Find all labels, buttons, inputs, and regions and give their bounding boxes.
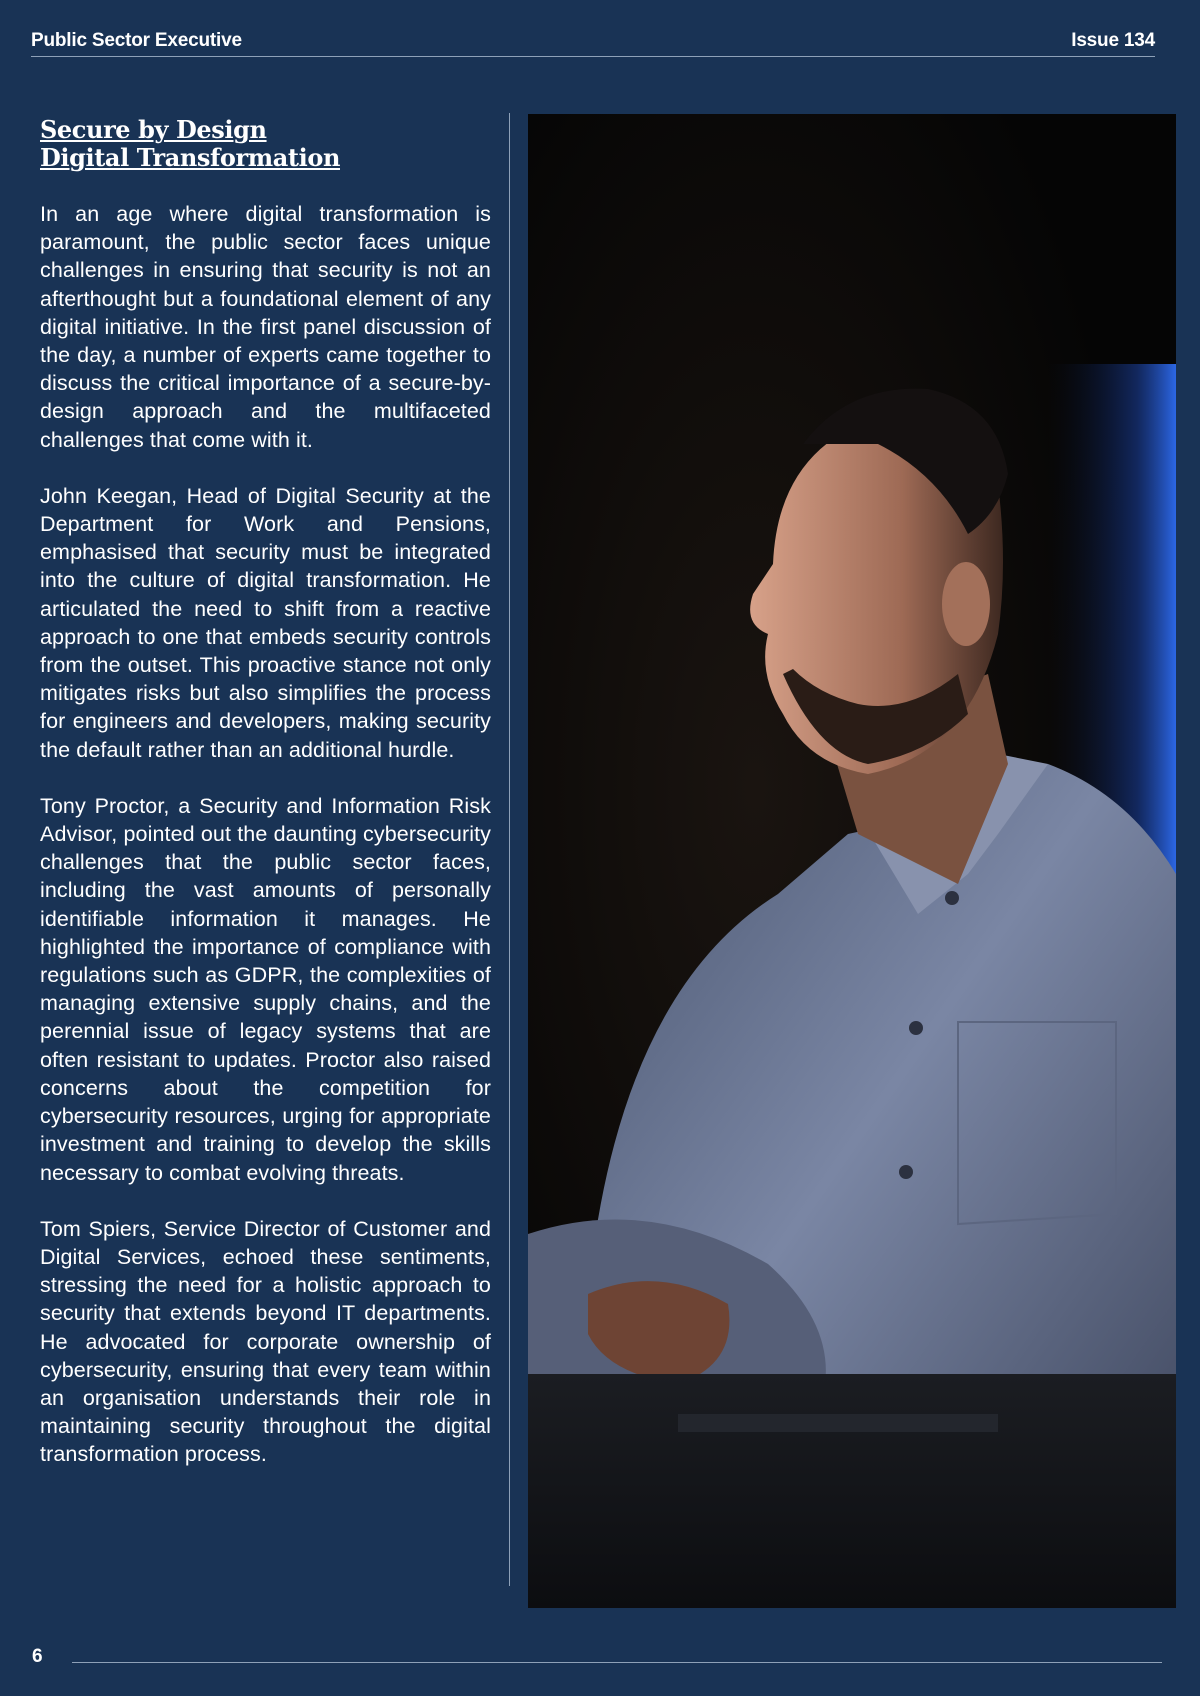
article-photo: [528, 114, 1176, 1608]
column-divider: [509, 113, 510, 1586]
article-paragraph-1: In an age where digital transformation is paramount, the public sector faces unique challenges in ensuring that security is not an afterthought but a foundational element of any digital initiative. In the first panel discussion of the day, a number of experts came together to discuss the critical importance of a secure-by-design approach and the multifaceted challenges that come with it.: [40, 202, 491, 452]
article-column: [40, 116, 491, 1497]
article-paragraph-3: Tony Proctor, a Security and Information Risk Advisor, pointed out the daunting cybersecurity challenges that the public sector faces, including the vast amounts of personally identifiable information it manages. He highlighted the importance of compliance with regulations such as GDPR, the complexities of managing extensive supply chains, and the perennial issue of legacy systems that are often resistant to updates. Proctor also raised concerns about the competition for cybersecurity resources, urging for appropriate investment and training to develop the skills necessary to combat evolving threats.: [40, 793, 491, 1185]
page-number: 6: [32, 1646, 43, 1667]
article-title: Secure by Design Digital Transformation: [40, 115, 340, 172]
publication-name: Public Sector Executive: [31, 30, 242, 51]
masthead: [31, 30, 1155, 57]
article-paragraph-4: Tom Spiers, Service Director of Customer and Digital Services, echoed these sentiments, stressing the need for a holistic approach to security that extends beyond IT departments. He advocated for corporate ownership of cybersecurity, ensuring that every team within an organisation understands their role in maintaining security throughout the digital transformation process.: [40, 1216, 491, 1467]
issue-number: Issue 134: [1071, 30, 1155, 51]
footer-rule: [72, 1662, 1162, 1663]
article-paragraph-2: John Keegan, Head of Digital Security at the Department for Work and Pensions, emphasised that security must be integrated into the culture of digital transformation. He articulated the need to shift from a reactive approach to one that embeds security controls from the outset. This proactive stance not only mitigates risks but also simplifies the process for engineers and developers, making security the default rather than an additional hurdle.: [40, 483, 491, 762]
